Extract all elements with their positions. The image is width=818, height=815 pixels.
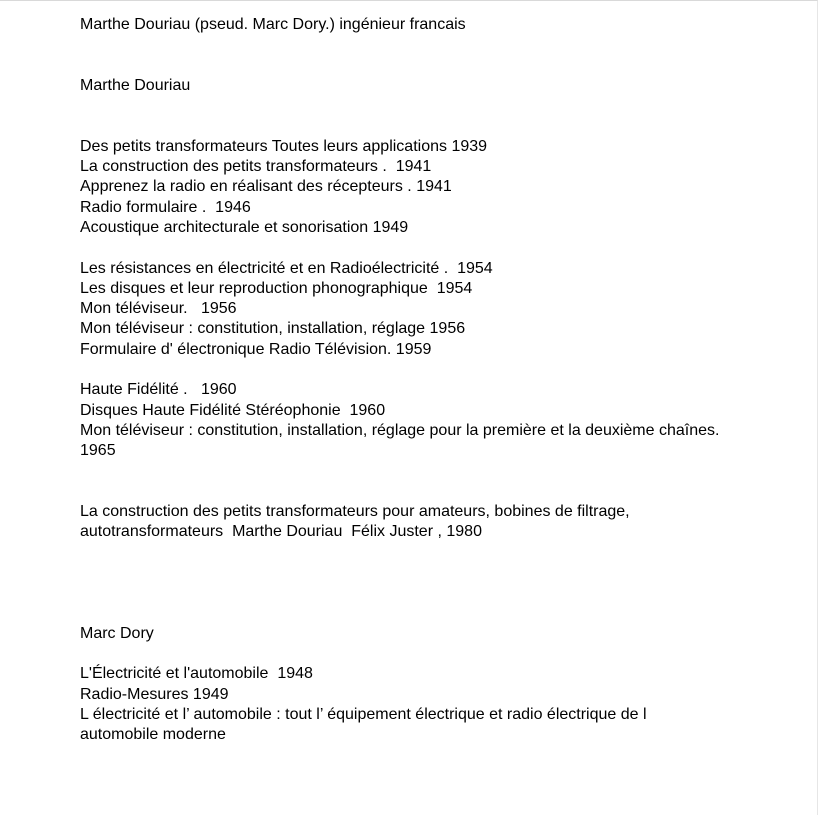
bibliography-item: Radio-Mesures 1949	[80, 685, 229, 703]
bibliography-item: Haute Fidélité . 1960	[80, 381, 237, 399]
bibliography-item: Formulaire d' électronique Radio Télévision. 1959	[80, 340, 432, 358]
spacer	[80, 543, 760, 624]
bibliography-item: Mon téléviseur. 1956	[80, 300, 237, 318]
spacer	[80, 238, 760, 258]
bibliography-group-3	[80, 380, 760, 461]
spacer	[80, 644, 760, 664]
author-heading-douriau: Marthe Douriau	[80, 76, 191, 94]
bibliography-item: Radio formulaire . 1946	[80, 198, 251, 216]
bibliography-item: Apprenez la radio en réalisant des récepteurs . 1941	[80, 178, 452, 196]
spacer	[80, 35, 760, 76]
document-body	[80, 15, 760, 746]
bibliography-item: La construction des petits transformateurs . 1941	[80, 158, 432, 176]
author-heading-dory: Marc Dory	[80, 624, 154, 642]
bibliography-item: L'Électricité et l'automobile 1948	[80, 665, 313, 683]
bibliography-item: L électricité et l’ automobile : tout l’ équipement électrique et radio électrique de l automobile moderne	[80, 705, 651, 744]
bibliography-item: Les disques et leur reproduction phonographique 1954	[80, 279, 473, 297]
spacer	[80, 96, 760, 137]
spacer	[80, 462, 760, 503]
bibliography-note: La construction des petits transformateurs pour amateurs, bobines de filtrage, autotransformateurs Marthe Douriau Félix Juster , 1980	[80, 503, 635, 541]
bibliography-group-1	[80, 137, 760, 238]
bibliography-item: Des petits transformateurs Toutes leurs applications 1939	[80, 137, 488, 155]
bibliography-item: Mon téléviseur : constitution, installation, réglage pour la première et la deuxième chaînes. 1965	[80, 421, 724, 460]
bibliography-item: Les résistances en électricité et en Radioélectricité . 1954	[80, 259, 493, 277]
bibliography-item: Mon téléviseur : constitution, installation, réglage 1956	[80, 320, 466, 338]
bibliography-item: Acoustique architecturale et sonorisation 1949	[80, 218, 409, 236]
bibliography-group-dory	[80, 664, 760, 745]
document-title: Marthe Douriau (pseud. Marc Dory.) ingénieur francais	[80, 16, 466, 33]
spacer	[80, 360, 760, 380]
bibliography-group-2	[80, 259, 760, 360]
bibliography-item: Disques Haute Fidélité Stéréophonie 1960	[80, 401, 386, 419]
